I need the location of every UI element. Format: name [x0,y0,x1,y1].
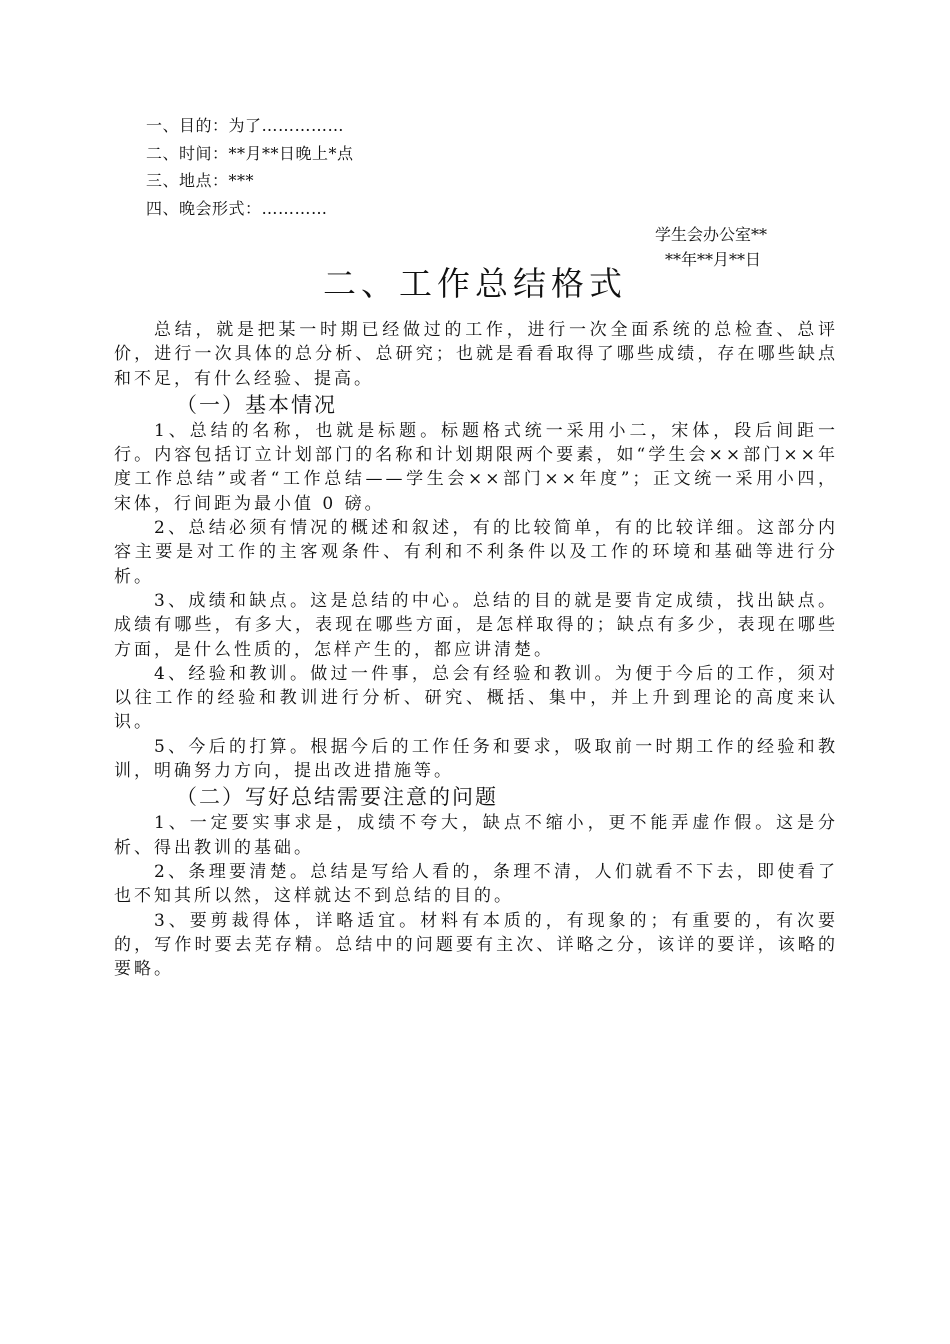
section1-item-4: 4、经验和教训。做过一件事，总会有经验和教训。为便于今后的工作，须对以往工作的经验和教训进行分析、研究、概括、集中，并上升到理论的高度来认识。 [114,663,838,733]
main-heading: 二、工作总结格式 [323,264,627,303]
signature-office: 学生会办公室** [655,225,768,244]
intro-paragraph: 总结，就是把某一时期已经做过的工作，进行一次全面系统的总检查、总评价，进行一次具体的总分析、总研究；也就是看看取得了哪些成绩，存在哪些缺点和不足，有什么经验、提高。 [114,320,838,389]
event-location: 三、地点：*** [146,171,255,190]
section1-item-2: 2、总结必须有情况的概述和叙述，有的比较简单，有的比较详细。这部分内容主要是对工作的主客观条件、有利和不利条件以及工作的环境和基础等进行分析。 [114,518,838,587]
event-purpose: 一、目的：为了…………… [146,116,345,135]
event-info-list [146,112,354,222]
section-heading-notes: （二）写好总结需要注意的问题 [176,785,498,810]
section1-item-3: 3、成绩和缺点。这是总结的中心。总结的目的就是要肯定成绩，找出缺点。成绩有哪些，有多大，表现在哪些方面，是怎样取得的；缺点有多少，表现在哪些方面，是什么性质的，怎样产生的，都应讲清楚。 [114,590,838,660]
section2-item-2: 2、条理要清楚。总结是写给人看的，条理不清，人们就看不下去，即使看了也不知其所以然，这样就达不到总结的目的。 [114,861,838,907]
signature-date: **年**月**日 [665,250,762,269]
section2-item-1: 1、一定要实事求是，成绩不夸大，缺点不缩小，更不能弄虚作假。这是分析、得出教训的基础。 [114,813,838,858]
section1-item-1: 1、总结的名称，也就是标题。标题格式统一采用小二，宋体，段后间距一行。内容包括订立计划部门的名称和计划期限两个要素，如“学生会××部门××年度工作总结”或者“工作总结——学生会××部门××年度”；正文统一采用小四，宋体，行间距为最小值 0 磅。 [114,420,838,514]
event-time: 二、时间：**月**日晚上*点 [146,143,354,163]
section-heading-basic: （一）基本情况 [176,392,337,417]
document-body [114,318,838,981]
event-format: 四、晚会形式：………… [146,198,328,218]
section2-item-3: 3、要剪裁得体，详略适宜。材料有本质的，有现象的；有重要的，有次要的，写作时要去芜存精。总结中的问题要有主次、详略之分，该详的要详，该略的要略。 [114,910,838,980]
section1-item-5: 5、今后的打算。根据今后的工作任务和要求，吸取前一时期工作的经验和教训，明确努力方向，提出改进措施等。 [114,736,838,782]
